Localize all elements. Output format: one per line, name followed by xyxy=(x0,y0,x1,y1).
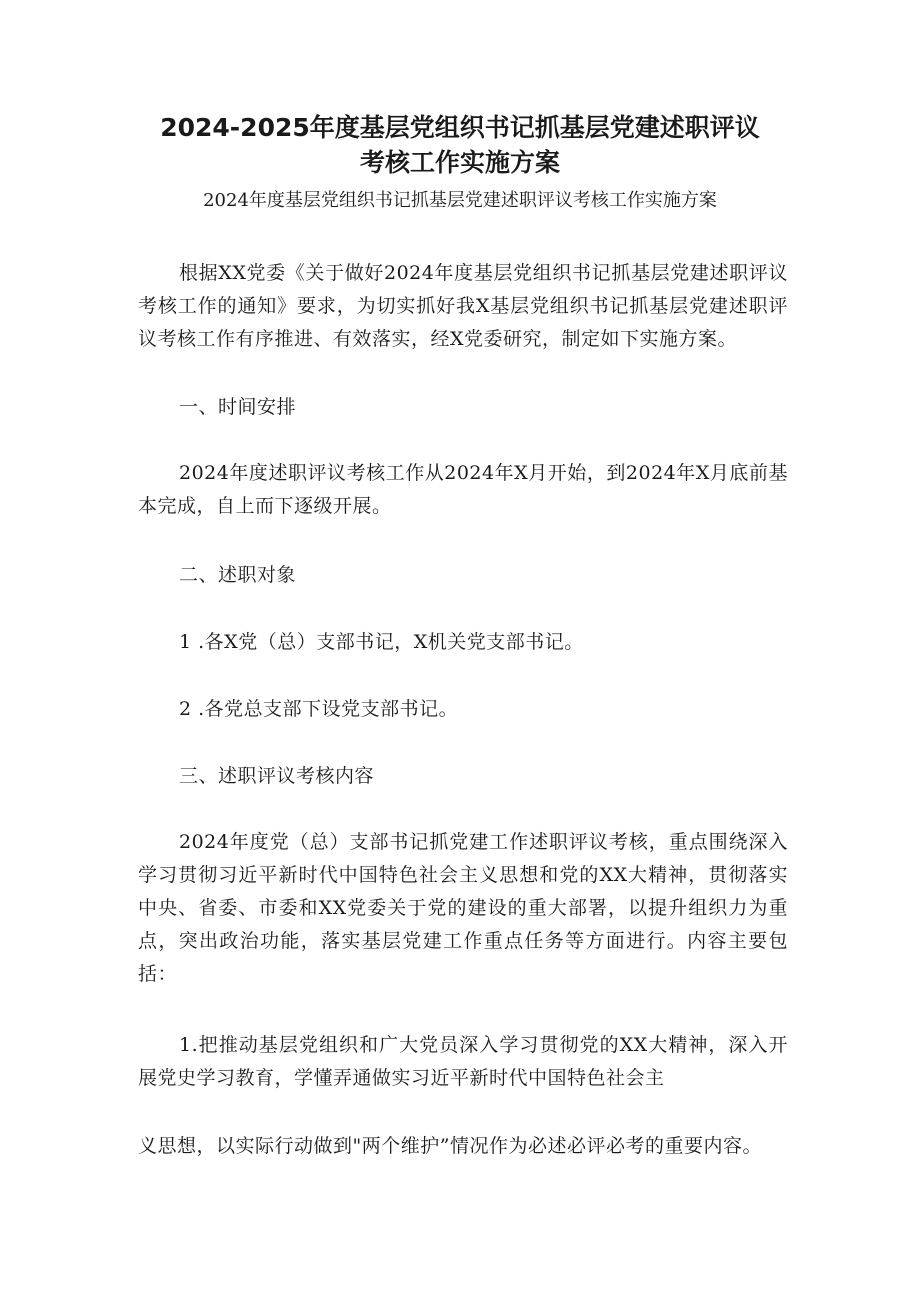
intro-paragraph: 根据XX党委《关于做好2024年度基层党组织书记抓基层党建述职评议考核工作的通知》要求，为切实抓好我X基层党组织书记抓基层党建述职评议考核工作有序推进、有效落实，经X党委研究，制定如下实施方案。 xyxy=(138,262,788,350)
section-heading-time: 一、时间安排 xyxy=(179,396,297,418)
list-item: 2 .各党总支部下设党支部书记。 xyxy=(179,698,459,720)
section-heading-targets: 二、述职对象 xyxy=(179,564,297,586)
section-heading-content: 三、述职评议考核内容 xyxy=(179,765,375,787)
section-text-time: 2024年度述职评议考核工作从2024年X月开始，到2024年X月底前基本完成，自上而下逐级开展。 xyxy=(138,462,788,517)
document-title-line-2: 考核工作实施方案 xyxy=(359,148,560,177)
document-subtitle: 2024年度基层党组织书记抓基层党建述职评议考核工作实施方案 xyxy=(203,190,717,211)
content-item-1-continued: 义思想，以实际行动做到"两个维护”情况作为必述必评必考的重要内容。 xyxy=(138,1135,762,1157)
section-text-content: 2024年度党（总）支部书记抓党建工作述职评议考核，重点围绕深入学习贯彻习近平新时代中国特色社会主义思想和党的XX大精神，贯彻落实中央、省委、市委和XX党委关于党的建设的重大部署，以提升组织力为重点，突出政治功能，落实基层党建工作重点任务等方面进行。内容主要包括： xyxy=(138,831,788,985)
document-title-line-1: 2024-2025年度基层党组织书记抓基层党建述职评议 xyxy=(160,113,760,142)
content-item-1: 1.把推动基层党组织和广大党员深入学习贯彻党的XX大精神，深入开展党史学习教育，学懂弄通做实习近平新时代中国特色社会主 xyxy=(138,1034,788,1089)
list-item: 1 .各X党（总）支部书记，X机关党支部书记。 xyxy=(179,631,584,653)
